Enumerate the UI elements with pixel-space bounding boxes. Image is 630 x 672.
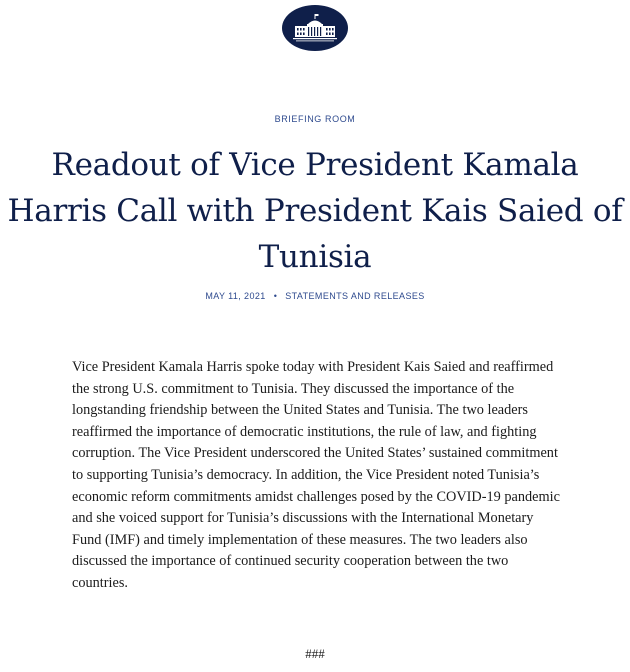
article-body: Vice President Kamala Harris spoke today with President Kais Saied and reaffirmed the strong U.S. commitment to Tunisia. They discussed the importance of the longstanding friendship between the United States and Tunisia. The two leaders reaffirmed the importance of democratic institutions, the rule of law, and fighting corruption. The Vice President underscored the United States’ sustained commitment to supporting Tunisia’s democracy. In addition, the Vice President noted Tunisia’s economic reform commitments amidst challenges posed by the COVID-19 pandemic and she voiced support for Tunisia’s discussions with the International Monetary Fund (IMF) and timely implementation of these measures. The two leaders also discussed the importance of continued security cooperation between the two countries. — [72, 359, 560, 591]
briefing-room-link[interactable]: BRIEFING ROOM — [274, 114, 356, 124]
closing-marks: ### — [305, 646, 325, 661]
white-house-seal-icon — [282, 5, 348, 51]
article-meta — [0, 291, 630, 301]
page-title: Readout of Vice President Kamala Harris Call with President Kais Saied of Tunisia — [7, 147, 623, 275]
meta-separator: • — [273, 291, 278, 301]
white-house-seal-logo[interactable] — [282, 5, 348, 51]
category-link[interactable]: STATEMENTS AND RELEASES — [285, 291, 425, 301]
publish-date: MAY 11, 2021 — [205, 291, 266, 301]
